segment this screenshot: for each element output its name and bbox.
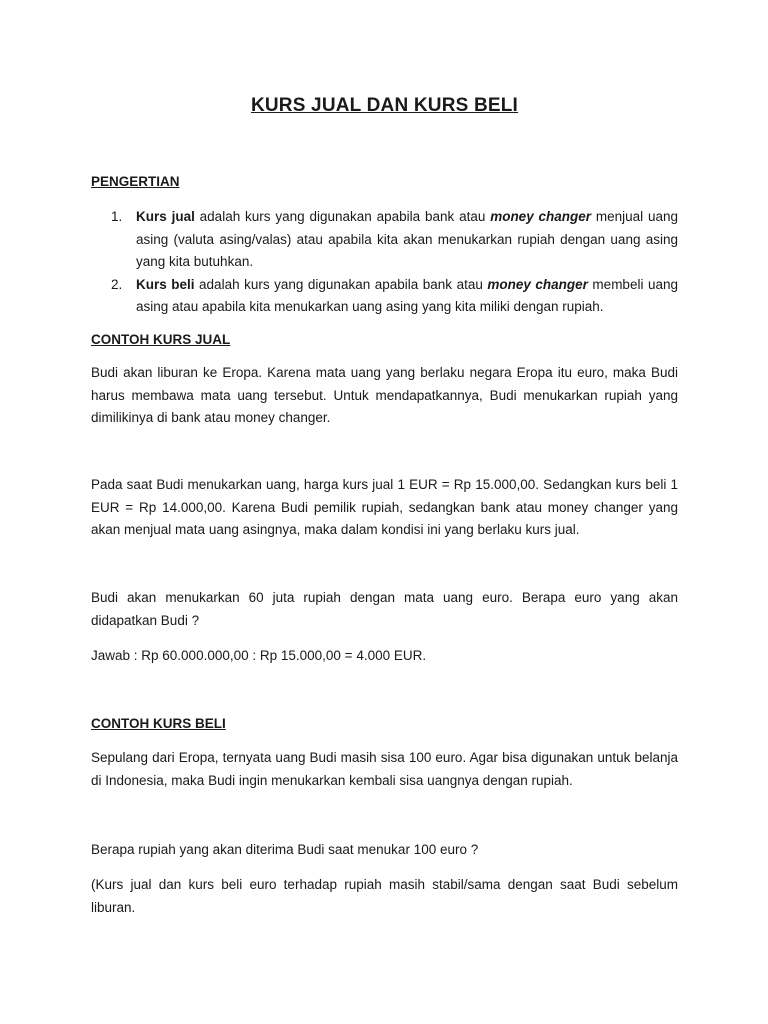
- definition-list: [91, 206, 678, 319]
- term-kurs-beli: Kurs beli: [136, 276, 195, 292]
- definition-text: menjual uang asing (valuta asing/valas) atau apabila kita akan menukarkan rupiah dengan uang asing yang kita butuhkan.: [136, 209, 679, 269]
- section-heading-contoh-kurs-jual: CONTOH KURS JUAL: [91, 332, 231, 347]
- paragraph: Budi akan menukarkan 60 juta rupiah dengan mata uang euro. Berapa euro yang akan didapatkan Budi ?: [91, 590, 678, 628]
- list-item-kurs-beli: [91, 274, 678, 319]
- list-number: 1.: [111, 209, 123, 224]
- question-line: Berapa rupiah yang akan diterima Budi saat menukar 100 euro ?: [91, 842, 479, 857]
- definition-text: adalah kurs yang digunakan apabila bank atau: [194, 209, 491, 224]
- term-kurs-jual: Kurs jual: [136, 209, 195, 224]
- section-heading-pengertian: PENGERTIAN: [91, 174, 180, 189]
- paragraph: Pada saat Budi menukarkan uang, harga kurs jual 1 EUR = Rp 15.000,00. Sedangkan kurs beli 1 EUR = Rp 14.000,00. Karena Budi pemilik rupiah, sedangkan bank atau money changer yang akan menjual mata uang asingnya, maka dalam kondisi ini yang berlaku kurs jual.: [91, 477, 678, 537]
- list-number: 2.: [111, 276, 123, 292]
- paragraph: (Kurs jual dan kurs beli euro terhadap rupiah masih stabil/sama dengan saat Budi sebelum liburan.: [91, 877, 678, 915]
- paragraph: Sepulang dari Eropa, ternyata uang Budi masih sisa 100 euro. Agar bisa digunakan untuk belanja di Indonesia, maka Budi ingin menukarkan kembali sisa uangnya dengan rupiah.: [91, 750, 678, 788]
- answer-line: Jawab : Rp 60.000.000,00 : Rp 15.000,00 = 4.000 EUR.: [91, 648, 427, 663]
- emphasis-money-changer: money changer: [490, 209, 592, 224]
- paragraph: Budi akan liburan ke Eropa. Karena mata uang yang berlaku negara Eropa itu euro, maka Budi harus membawa mata uang tersebut. Untuk mendapatkannya, Budi menukarkan rupiah yang dimilikinya di bank atau money changer.: [91, 365, 678, 425]
- document-title: KURS JUAL DAN KURS BELI: [250, 95, 519, 116]
- definition-text: adalah kurs yang digunakan apabila bank atau: [194, 276, 488, 292]
- emphasis-money-changer: money changer: [487, 276, 588, 292]
- list-item-kurs-jual: [91, 206, 678, 274]
- section-heading-contoh-kurs-beli: CONTOH KURS BELI: [91, 716, 226, 731]
- definition-text: membeli uang asing atau apabila kita menukarkan uang asing yang kita miliki dengan rupiah.: [136, 276, 678, 314]
